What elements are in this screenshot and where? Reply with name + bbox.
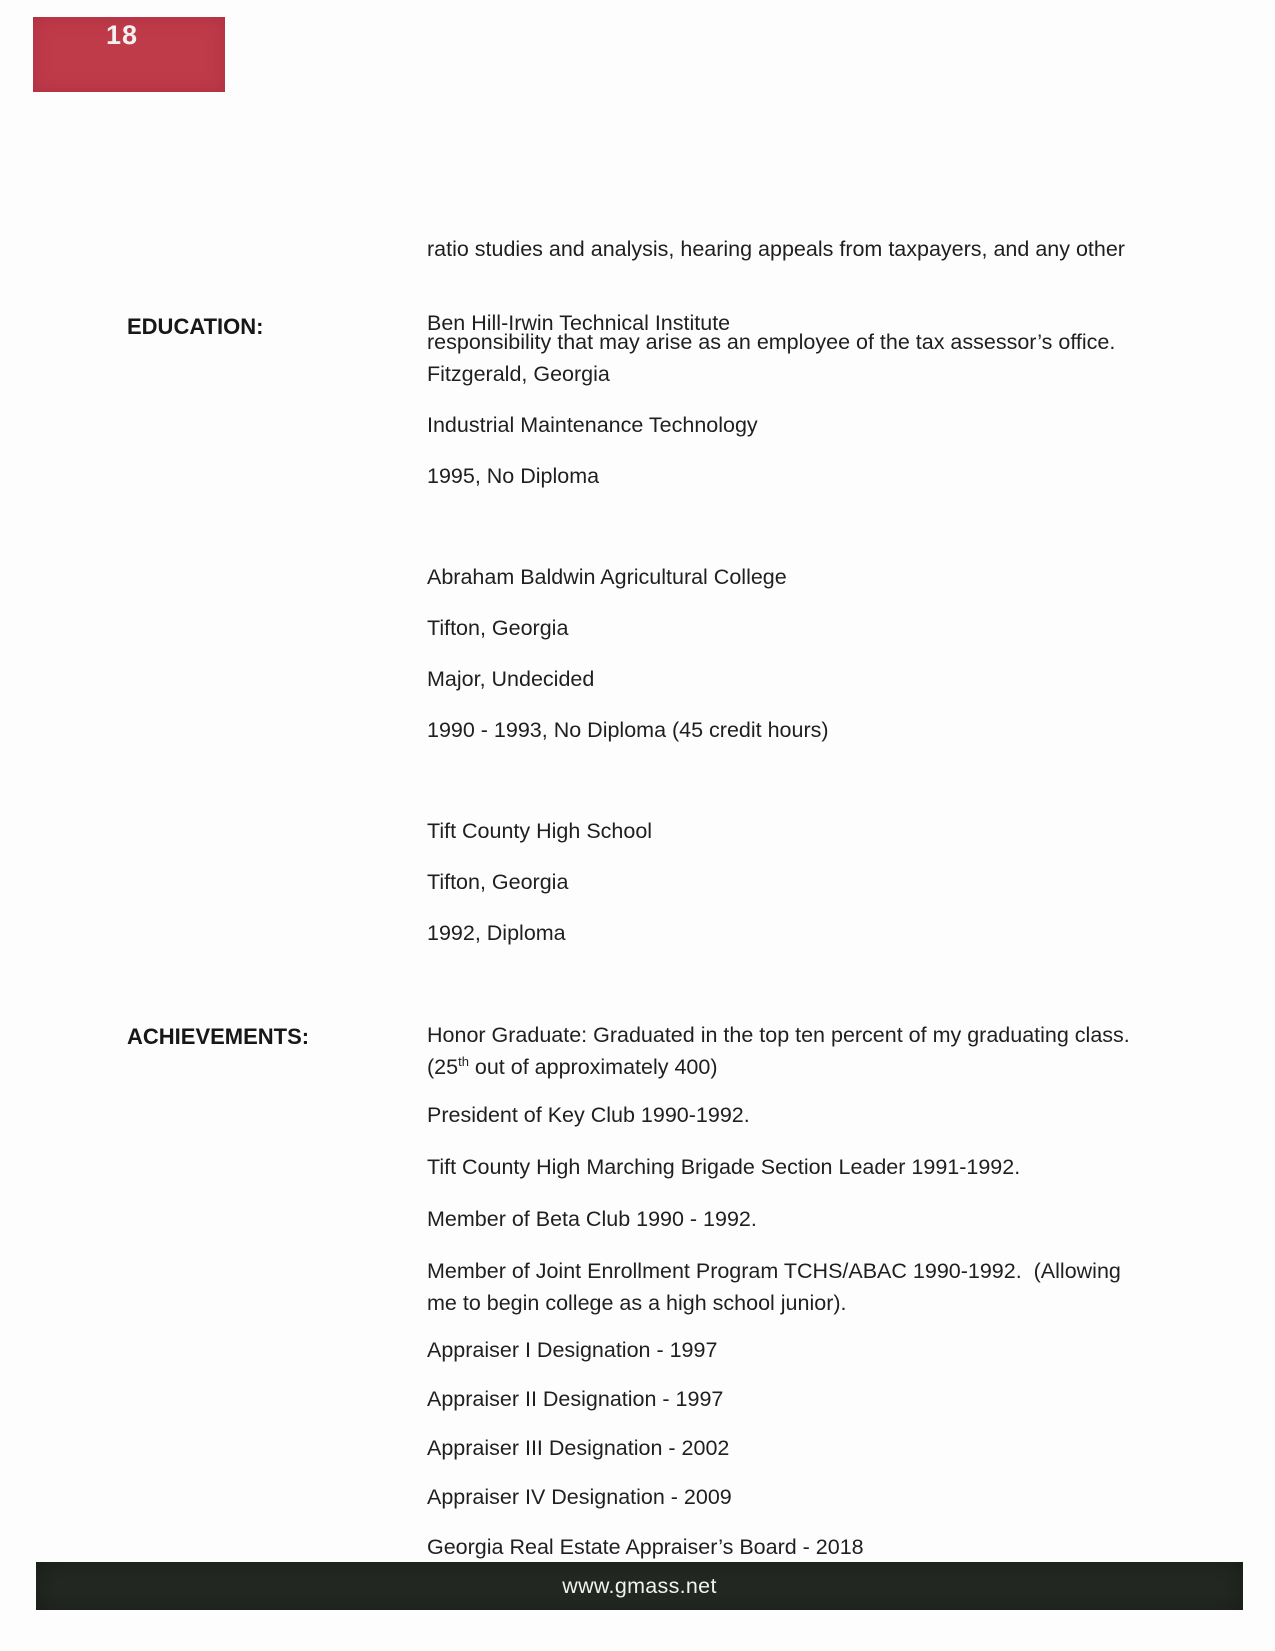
honor-rank-ordinal-suffix: th bbox=[458, 1053, 469, 1069]
education-line: 1995, No Diploma bbox=[427, 464, 600, 488]
achievement-line: Member of Beta Club 1990 - 1992. bbox=[427, 1207, 757, 1231]
achievement-line: President of Key Club 1990-1992. bbox=[427, 1103, 750, 1127]
education-line: Tift County High School bbox=[427, 819, 653, 843]
education-entry bbox=[427, 312, 758, 516]
footer-url: www.gmass.net bbox=[562, 1573, 717, 1598]
achievement-line: Appraiser II Designation - 1997 bbox=[427, 1387, 724, 1411]
education-line: 1992, Diploma bbox=[427, 921, 566, 945]
achievement-item bbox=[427, 1432, 729, 1464]
education-line: Abraham Baldwin Agricultural College bbox=[427, 565, 787, 589]
education-line: Ben Hill-Irwin Technical Institute bbox=[427, 311, 731, 335]
achievement-line: Georgia Real Estate Appraiser’s Board - 2018 bbox=[427, 1535, 864, 1559]
achievement-line bbox=[427, 1051, 1130, 1083]
achievement-line: Appraiser III Designation - 2002 bbox=[427, 1436, 730, 1460]
education-line: Tifton, Georgia bbox=[427, 616, 569, 640]
achievement-line: Tift County High Marching Brigade Section Leader 1991-1992. bbox=[427, 1155, 1021, 1179]
education-line: Major, Undecided bbox=[427, 667, 595, 691]
achievement-item bbox=[427, 1019, 1130, 1083]
achievement-item bbox=[427, 1334, 717, 1366]
page-number-tab bbox=[33, 17, 225, 92]
honor-rank-post: out of approximately 400) bbox=[468, 1055, 718, 1079]
footer-banner bbox=[36, 1562, 1243, 1610]
intro-line: responsibility that may arise as an employee of the tax assessor’s office. bbox=[427, 330, 1116, 354]
achievement-line: Appraiser IV Designation - 2009 bbox=[427, 1485, 732, 1509]
achievement-item bbox=[427, 1481, 732, 1513]
honor-rank-pre: (25 bbox=[427, 1055, 459, 1079]
intro-line: ratio studies and analysis, hearing appeals from taxpayers, and any other bbox=[427, 237, 1125, 261]
achievement-line: Appraiser I Designation - 1997 bbox=[427, 1338, 718, 1362]
achievement-item bbox=[427, 1203, 757, 1235]
achievement-item bbox=[427, 1531, 864, 1563]
education-entry bbox=[427, 566, 829, 770]
education-line: Fitzgerald, Georgia bbox=[427, 362, 610, 386]
education-section-label: EDUCATION: bbox=[127, 314, 264, 339]
education-line: 1990 - 1993, No Diploma (45 credit hours) bbox=[427, 718, 829, 742]
achievement-item bbox=[427, 1383, 723, 1415]
achievement-item bbox=[427, 1099, 750, 1131]
achievement-item bbox=[427, 1255, 1121, 1319]
education-entry bbox=[427, 820, 652, 973]
page-number: 18 bbox=[105, 20, 139, 50]
education-line: Tifton, Georgia bbox=[427, 870, 569, 894]
achievements-section-label: ACHIEVEMENTS: bbox=[127, 1024, 310, 1049]
achievement-line: Honor Graduate: Graduated in the top ten percent of my graduating class. bbox=[427, 1023, 1130, 1047]
achievement-line: me to begin college as a high school junior). bbox=[427, 1291, 847, 1315]
achievement-item bbox=[427, 1151, 1020, 1183]
education-line: Industrial Maintenance Technology bbox=[427, 413, 758, 437]
achievement-line: Member of Joint Enrollment Program TCHS/ABAC 1990-1992. (Allowing bbox=[427, 1259, 1121, 1283]
